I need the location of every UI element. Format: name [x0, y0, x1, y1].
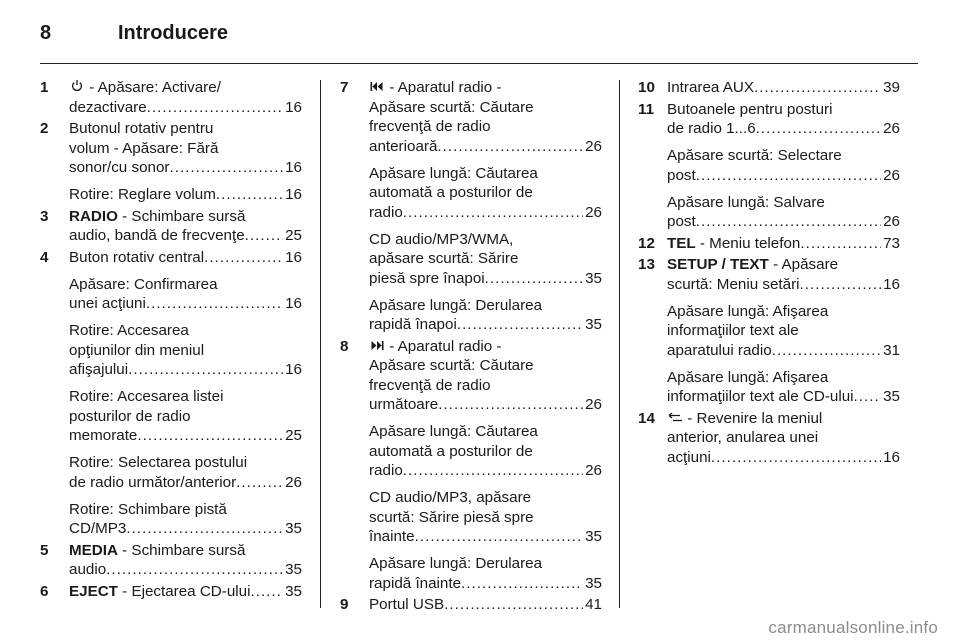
- entry-8: [340, 337, 602, 594]
- entry-text: CD/MP3: [69, 520, 127, 537]
- page-ref: 31: [883, 341, 900, 359]
- page-ref: 26: [883, 213, 900, 230]
- entry-text: Apăsare lungă: Căutarea: [369, 164, 538, 182]
- entry-number: 4: [40, 248, 49, 266]
- page-ref: 35: [285, 561, 302, 578]
- entry-text: frecvenţă de radio: [369, 376, 491, 394]
- entry-11: [638, 100, 900, 232]
- header-rule: [40, 63, 918, 64]
- entry-text: Buton rotativ central: [69, 248, 205, 266]
- page-ref: 41: [585, 596, 602, 613]
- entry-text: Rotire: Schimbare pistă: [69, 500, 227, 518]
- entry-number: 12: [638, 234, 655, 252]
- entry-text: apăsare scurtă: Sărire: [369, 250, 519, 267]
- page-ref: 16: [285, 98, 302, 116]
- entry-text: audio, bandă de frecvenţe: [69, 227, 245, 244]
- page-ref: 16: [883, 448, 900, 466]
- entry-text: Apăsare scurtă: Căutare: [369, 357, 534, 374]
- entry-text: afişajului: [69, 361, 129, 378]
- page-ref: 26: [883, 166, 900, 184]
- button-name: EJECT: [69, 582, 118, 600]
- entry-text: informaţiilor text ale: [667, 322, 799, 339]
- entry-text: unei acţiuni: [69, 295, 146, 312]
- page-ref: 35: [285, 520, 302, 537]
- page-ref: 26: [285, 473, 302, 491]
- page-ref: 25: [285, 427, 302, 444]
- entry-7: [340, 78, 602, 335]
- entry-number: 9: [340, 596, 349, 613]
- entry-text: memorate: [69, 427, 138, 444]
- page-number: 8: [40, 21, 52, 44]
- entry-text: CD audio/MP3/WMA,: [369, 230, 514, 248]
- entry-1: [40, 78, 302, 117]
- page-ref: 26: [585, 396, 602, 413]
- entry-number: 7: [340, 79, 349, 96]
- page-header: [40, 18, 228, 48]
- page-ref: 35: [585, 528, 602, 545]
- entry-text: dezactivare: [69, 98, 147, 116]
- entry-text: Butonul rotativ pentru: [69, 120, 214, 137]
- entry-number: 11: [638, 100, 655, 118]
- entry-number: 3: [40, 207, 49, 225]
- watermark: carmanualsonline.info: [768, 618, 938, 637]
- entry-text: Apăsare scurtă: Căutare: [369, 98, 534, 116]
- entry-5: [40, 541, 302, 580]
- column-1: [40, 78, 302, 601]
- button-name: MEDIA: [69, 541, 118, 559]
- entry-text: post: [667, 213, 696, 230]
- back-arrow-icon: [667, 409, 683, 429]
- entry-text: Rotire: Selectarea postului: [69, 454, 248, 471]
- entry-text: Portul USB: [369, 596, 445, 613]
- entry-text: Apăsare lungă: Salvare: [667, 193, 825, 211]
- entry-text: Apăsare lungă: Derularea: [369, 555, 543, 572]
- entry-number: 13: [638, 256, 655, 273]
- entry-number: 14: [638, 409, 655, 427]
- entry-number: 5: [40, 541, 49, 559]
- entry-number: 8: [340, 337, 349, 355]
- page-ref: 16: [285, 186, 302, 203]
- entry-number: 6: [40, 582, 49, 600]
- button-name: RADIO: [69, 207, 118, 225]
- entry-text: - Schimbare sursă: [117, 207, 246, 225]
- column-2: [340, 78, 602, 615]
- entry-number: 1: [40, 79, 49, 96]
- entry-text: următoare: [369, 396, 439, 413]
- entry-text: CD audio/MP3, apăsare: [369, 489, 532, 506]
- entry-text: opţiunilor din meniul: [69, 341, 205, 359]
- entry-text: Rotire: Reglare volum: [69, 186, 216, 203]
- entry-text: acţiuni: [667, 448, 711, 466]
- entry-text: Apăsare lungă: Derularea: [369, 296, 543, 314]
- entry-text: automată a posturilor de: [369, 184, 533, 201]
- entry-text: rapidă înapoi: [369, 316, 457, 333]
- entry-3: [40, 207, 302, 246]
- entry-12: [638, 234, 900, 254]
- entry-number: 2: [40, 120, 49, 137]
- page-ref: 26: [585, 203, 602, 221]
- entry-text: Apăsare lungă: Căutarea: [369, 423, 538, 440]
- entry-text: Apăsare scurtă: Selectare: [667, 147, 842, 164]
- entry-number: 10: [638, 79, 655, 96]
- entry-text: - Aparatul radio -: [385, 79, 502, 96]
- entry-text: - Apăsare: [768, 256, 839, 273]
- entry-text: - Ejectarea CD-ului: [117, 582, 251, 600]
- entry-text: frecvenţă de radio: [369, 118, 491, 135]
- entry-text: Apăsare: Confirmarea: [69, 275, 218, 293]
- entry-text: înainte: [369, 528, 415, 545]
- entry-text: rapidă înainte: [369, 574, 462, 592]
- entry-text: audio: [69, 561, 107, 578]
- page-ref: 26: [883, 120, 900, 137]
- entry-text: posturilor de radio: [69, 407, 191, 425]
- page-ref: 35: [585, 269, 602, 287]
- page-ref: 73: [883, 234, 900, 252]
- entry-text: radio: [369, 203, 403, 221]
- entry-14: [638, 409, 900, 468]
- entry-text: - Aparatul radio -: [385, 337, 502, 355]
- entry-13: [638, 255, 900, 407]
- entry-text: anterior, anularea unei: [667, 429, 819, 446]
- entry-text: Butoanele pentru posturi: [667, 100, 833, 118]
- seek-forward-icon: [369, 337, 385, 357]
- page-ref: 16: [883, 275, 900, 293]
- power-icon: [69, 78, 85, 98]
- entry-text: Intrarea AUX: [667, 79, 754, 96]
- column-divider: [320, 80, 321, 608]
- entry-text: - Revenire la meniul: [683, 409, 823, 427]
- entry-text: post: [667, 166, 696, 184]
- page-ref: 35: [585, 316, 602, 333]
- entry-9: [340, 595, 602, 615]
- button-name: SETUP / TEXT: [667, 256, 769, 273]
- entry-text: - Meniu telefon: [695, 234, 801, 252]
- entry-4: [40, 248, 302, 539]
- entry-text: Apăsare lungă: Afişarea: [667, 368, 829, 386]
- page-title: Introducere: [118, 21, 229, 44]
- column-3: [638, 78, 900, 467]
- entry-text: scurtă: Sărire piesă spre: [369, 508, 534, 526]
- page-ref: 35: [585, 574, 602, 592]
- entry-6: [40, 582, 302, 602]
- entry-text: - Apăsare: Activare/: [85, 79, 221, 96]
- entry-text: aparatului radio: [667, 341, 772, 359]
- entry-text: informaţiilor text ale CD-ului: [667, 388, 854, 405]
- entry-text: Apăsare lungă: Afişarea: [667, 302, 829, 320]
- entry-text: Rotire: Accesarea listei: [69, 388, 224, 405]
- entry-text: radio: [369, 462, 403, 479]
- entry-text: de radio următor/anterior: [69, 473, 237, 491]
- page-ref: 39: [883, 79, 900, 96]
- entry-text: Rotire: Accesarea: [69, 322, 189, 339]
- entry-text: anterioară: [369, 137, 438, 155]
- page-ref: 16: [285, 295, 302, 312]
- entry-2: [40, 119, 302, 205]
- entry-10: [638, 78, 900, 98]
- page-ref: 16: [285, 248, 302, 266]
- column-divider: [619, 80, 620, 608]
- entry-text: scurtă: Meniu setări: [667, 275, 800, 293]
- page-ref: 16: [285, 159, 302, 176]
- entry-text: piesă spre înapoi: [369, 269, 485, 287]
- page-ref: 35: [285, 582, 302, 600]
- entry-text: automată a posturilor de: [369, 442, 533, 460]
- entry-text: sonor/cu sonor: [69, 159, 170, 176]
- page-ref: 26: [585, 137, 602, 155]
- page-ref: 35: [883, 388, 900, 405]
- seek-back-icon: [369, 78, 385, 98]
- entry-text: - Schimbare sursă: [117, 541, 246, 559]
- page-ref: 25: [285, 227, 302, 244]
- entry-text: volum - Apăsare: Fără: [69, 139, 219, 157]
- button-name: TEL: [667, 234, 696, 252]
- page-ref: 16: [285, 361, 302, 378]
- page-ref: 26: [585, 462, 602, 479]
- entry-text: de radio 1...6: [667, 120, 756, 137]
